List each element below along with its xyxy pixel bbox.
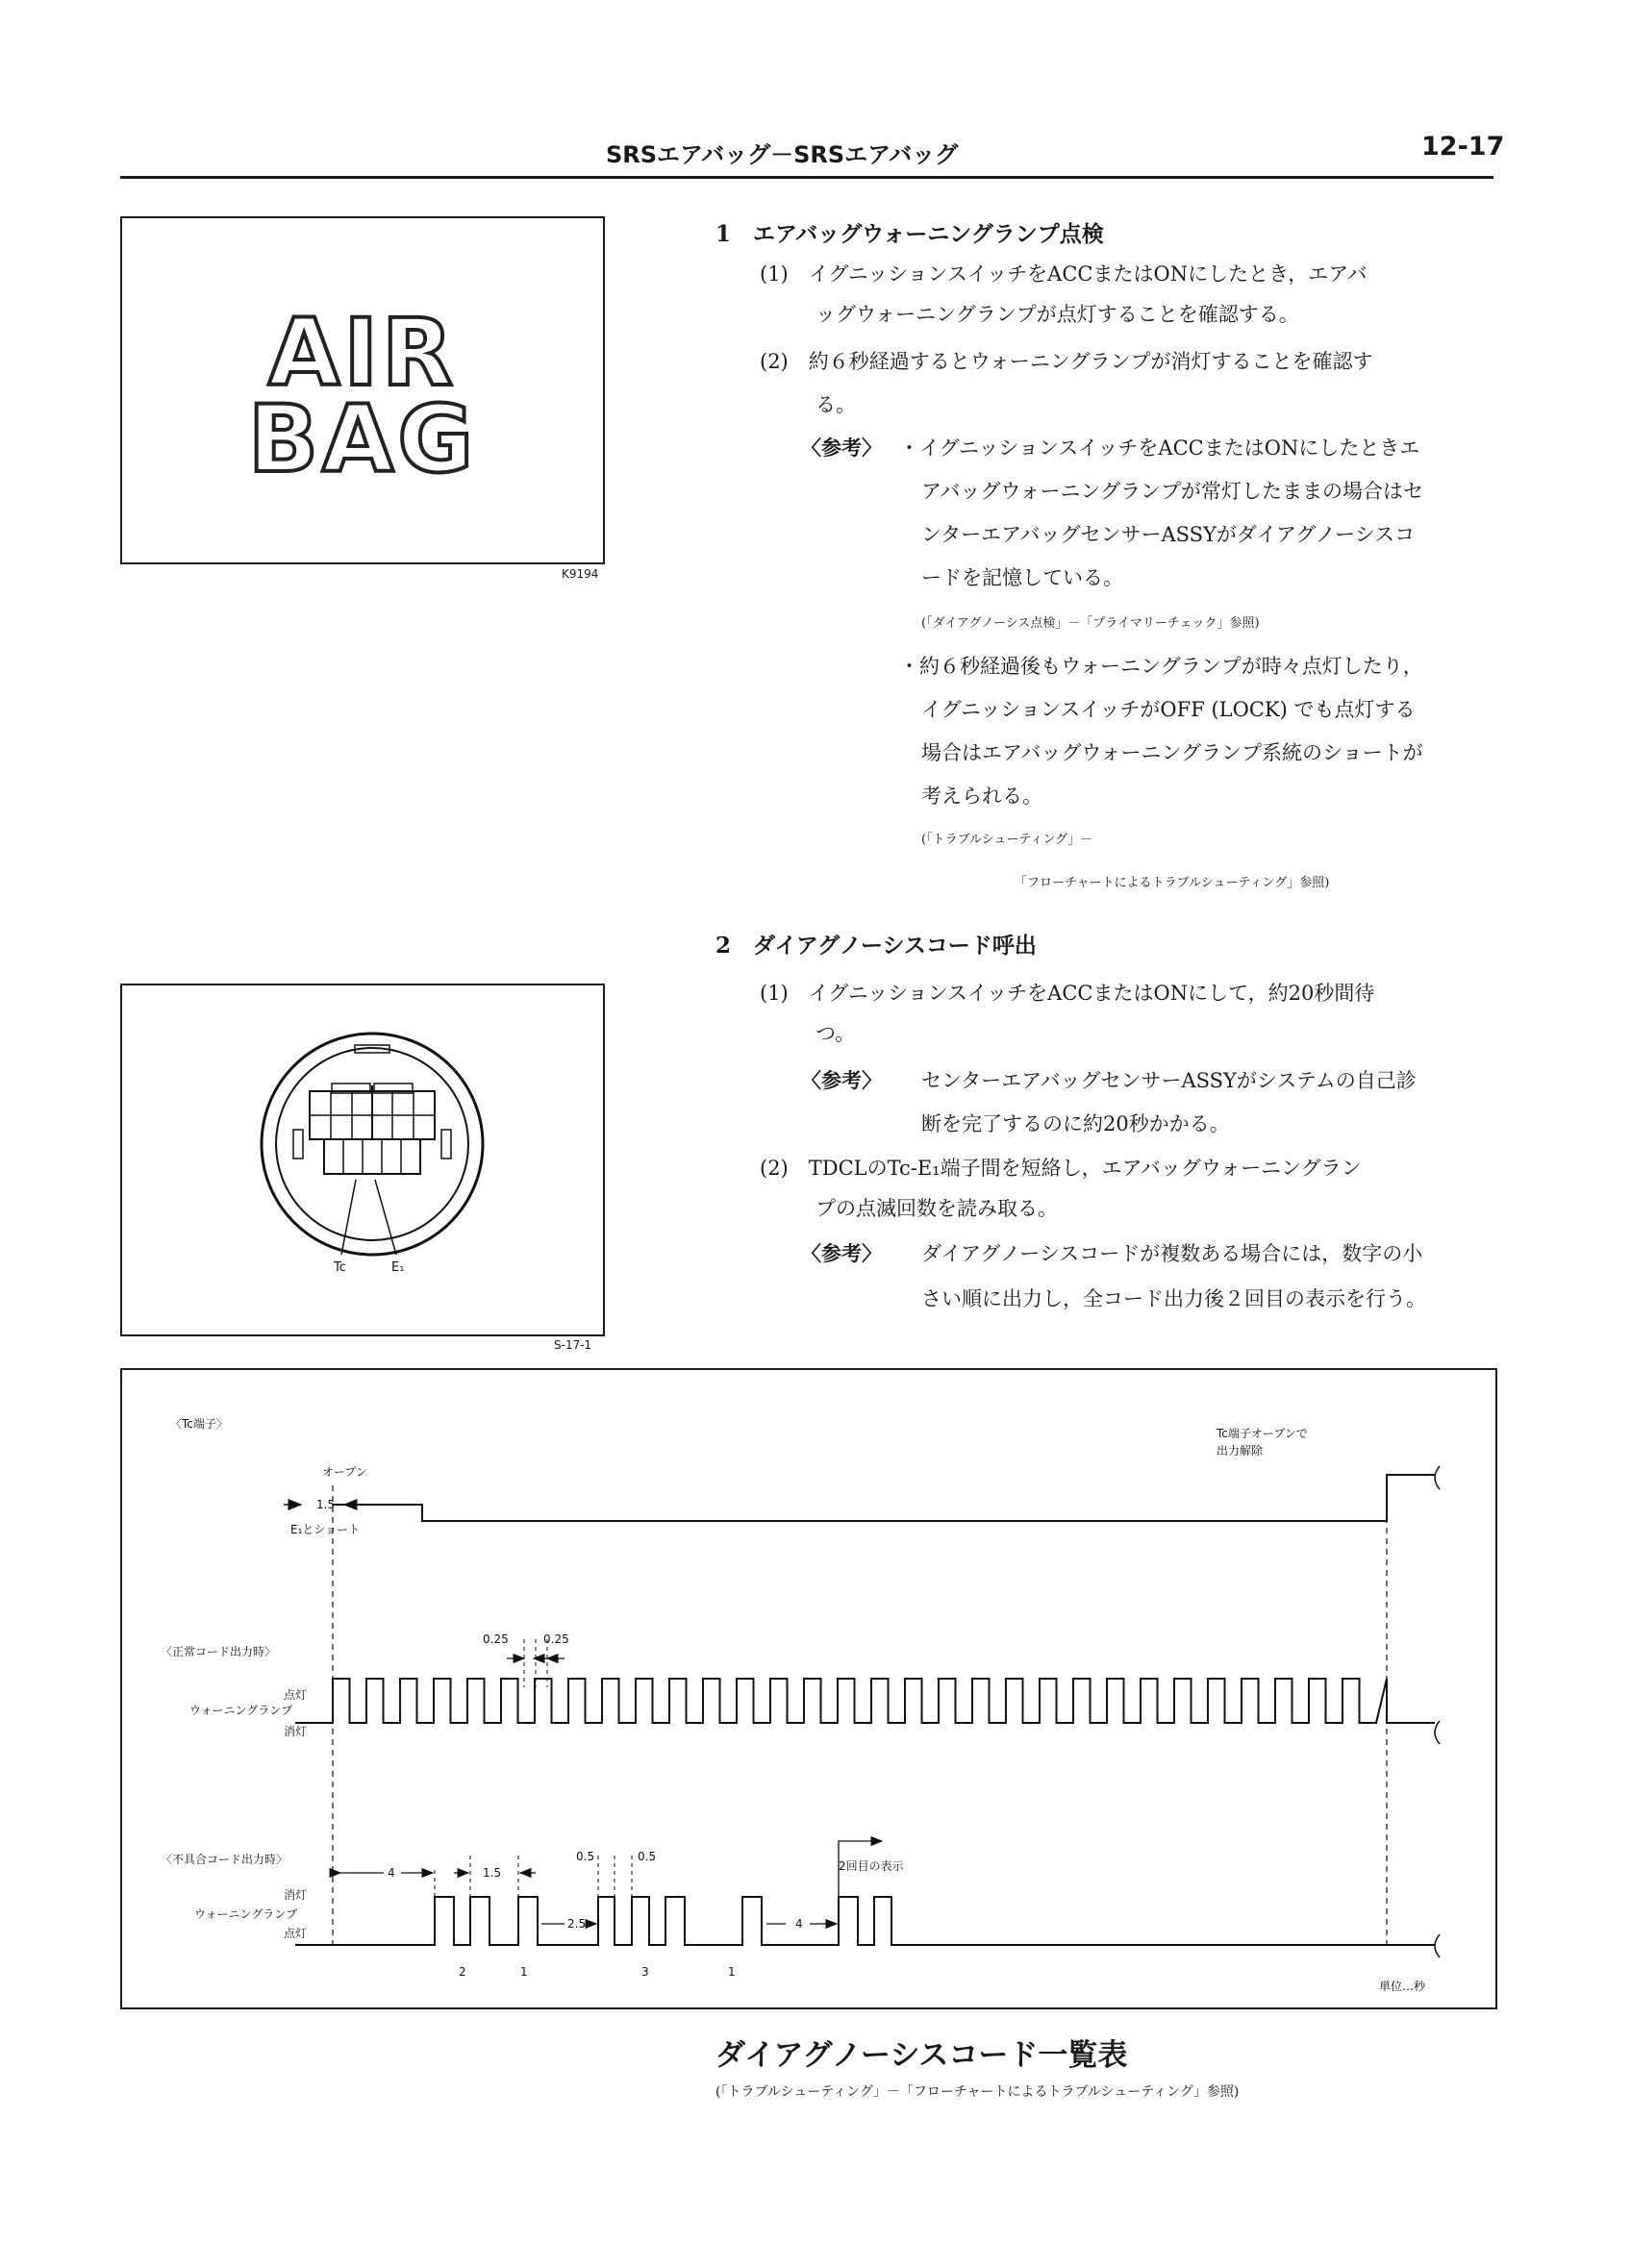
airbag-text-air: AIR (268, 299, 457, 407)
s1-step2-line2: る。 (816, 393, 856, 416)
connector-lower-block (324, 1139, 420, 1174)
t-digit-gap-label: 1.5 (483, 1866, 502, 1880)
s1-ref2-note1: (「トラブルシューティング」－ (921, 833, 1093, 847)
s2-ref2-label: 〈参考〉 (801, 1241, 882, 1265)
fault-lamp-label: ウォーニングランプ (194, 1907, 298, 1921)
t-code-gap-label: 2.5 (567, 1917, 587, 1931)
figure2-code: S-17-1 (554, 1338, 592, 1352)
airbag-text-bag: BAG (247, 386, 478, 493)
code-table-ref: (「トラブルシューティング」－「フローチャートによるトラブルシューティング」参照) (715, 2084, 1240, 2100)
airbag-lamp-figure (120, 216, 605, 564)
s1-ref1-line1: ・イグニッションスイッチをACCまたはONにしたときエ (899, 436, 1420, 460)
t-pulse-on-label: 0.5 (576, 1850, 595, 1863)
header-rule (120, 176, 1493, 179)
s2-step2-line1: (2) TDCLのTc-E₁端子間を短絡し，エアバッグウォーニングラン (760, 1157, 1362, 1180)
normal-lamp-label: ウォーニングランプ (189, 1704, 293, 1717)
s2-step1-line1: (1) イグニッションスイッチをACCまたはONにして，約20秒間待 (760, 982, 1375, 1005)
tdcl-connector-drawing (122, 985, 603, 1334)
t-repeat-gap-label: 4 (795, 1917, 803, 1931)
s1-ref2-line3: 場合はエアバッグウォーニングランプ系統のショートが (921, 741, 1423, 764)
open-label: オープン (322, 1465, 367, 1479)
second-display-label: 2回目の表示 (839, 1859, 904, 1873)
tc-waveform (332, 1475, 1435, 1521)
s1-step1-line1: (1) イグニッションスイッチをACCまたはONにしたとき，エアバ (760, 262, 1368, 286)
s1-ref1-line4: ードを記憶している。 (921, 566, 1123, 589)
s1-ref1-line2: アバッグウォーニングランプが常灯したままの場合はセ (921, 480, 1424, 503)
s2-step1-line2: つ。 (816, 1022, 856, 1045)
normal-off-label: 消灯 (284, 1725, 308, 1738)
s1-ref2-line1: ・約６秒経過後もウォーニングランプが時々点灯したり， (899, 655, 1423, 678)
normal-title: 〈正常コード出力時〉 (161, 1645, 277, 1658)
s1-ref2-note2: 「フローチャートによるトラブルシューティング」参照) (1015, 876, 1330, 890)
digit-1: 2 (459, 1965, 466, 1979)
timing-diagram (120, 1368, 1497, 2009)
unit-label: 単位…秒 (1379, 1980, 1426, 1993)
s1-ref2-line4: 考えられる。 (921, 785, 1042, 808)
connector-inner-ring (276, 1048, 468, 1240)
code-table-title: ダイアグノーシスコード一覧表 (715, 2038, 1128, 2073)
section2-heading: 2 ダイアグノーシスコード呼出 (715, 933, 1037, 959)
figure1-code: K9194 (562, 567, 599, 581)
e1-label: E₁ (391, 1260, 405, 1275)
s1-ref1-line3: ンターエアバッグセンサーASSYがダイアグノーシスコ (921, 523, 1416, 546)
tdcl-connector-figure (120, 984, 605, 1336)
digit-4: 1 (728, 1965, 736, 1979)
s2-ref1-line2: 断を完了するのに約20秒かかる。 (921, 1112, 1230, 1135)
fault-waveform (295, 1897, 1435, 1945)
s2-ref2-line1: ダイアグノーシスコードが複数ある場合には，数字の小 (921, 1242, 1423, 1265)
t-initial-label: 1.5 (316, 1498, 336, 1511)
s2-ref-label: 〈参考〉 (801, 1068, 882, 1092)
s1-step2-line1: (2) 約６秒経過するとウォーニングランプが消灯することを確認す (760, 350, 1373, 373)
release-label-2: 出力解除 (1217, 1444, 1264, 1458)
page-number: 12-17 (1421, 132, 1505, 162)
e1-leader (375, 1180, 396, 1255)
t-pulse-off-label: 0.5 (638, 1850, 657, 1863)
t-off-label: 0.25 (543, 1632, 569, 1646)
short-e1-label: E₁とショート (290, 1523, 361, 1536)
s1-step1-line2: ッグウォーニングランプが点灯することを確認する。 (816, 303, 1299, 326)
s2-ref2-line2: さい順に出力し，全コード出力後２回目の表示を行う。 (921, 1287, 1426, 1310)
tc-leader (341, 1180, 356, 1255)
timing-diagram-drawing (122, 1370, 1495, 2007)
tc-terminal-title: 〈Tc端子〉 (170, 1417, 228, 1431)
fault-on-label: 点灯 (284, 1927, 308, 1940)
fault-title: 〈不具合コード出力時〉 (161, 1853, 289, 1866)
section1-heading: 1 エアバッグウォーニングランプ点検 (715, 221, 1104, 247)
running-header-title: SRSエアバッグ－SRSエアバッグ (606, 141, 959, 168)
t-on-label: 0.25 (483, 1632, 509, 1646)
s2-ref1-line1: センターエアバッグセンサーASSYがシステムの自己診 (921, 1069, 1417, 1092)
digit-3: 3 (641, 1965, 649, 1979)
airbag-symbol (122, 299, 603, 493)
s1-ref1-note: (「ダイアグノーシス点検」－「プライマリーチェック」参照) (921, 616, 1260, 631)
normal-on-label: 点灯 (284, 1688, 308, 1702)
digit-2: 1 (520, 1965, 528, 1979)
s1-ref-label: 〈参考〉 (801, 436, 882, 460)
connector-outer-ring (262, 1034, 483, 1255)
s2-step2-line2: プの点滅回数を読み取る。 (816, 1197, 1058, 1220)
t-wait-label: 4 (388, 1866, 395, 1880)
release-label-1: Tc端子オープンで (1217, 1427, 1308, 1440)
s1-ref2-line2: イグニッションスイッチがOFF (LOCK) でも点灯する (921, 698, 1416, 721)
fault-off-label: 消灯 (284, 1888, 308, 1902)
tc-label: Tc (334, 1260, 346, 1275)
normal-waveform (295, 1679, 1435, 1723)
